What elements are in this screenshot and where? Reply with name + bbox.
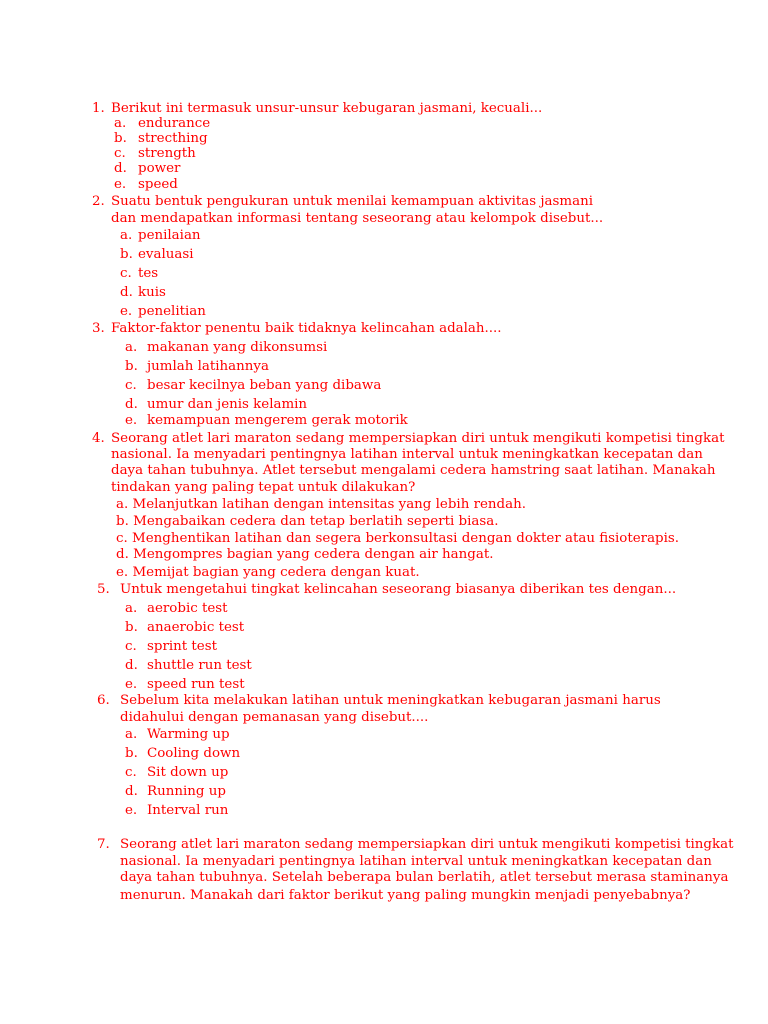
option-text: aerobic test — [147, 601, 228, 616]
option-text: strecthing — [138, 131, 208, 146]
question-text-line: Sebelum kita melakukan latihan untuk meningkatkan kebugaran jasmani harus — [120, 693, 661, 708]
option-text: Sit down up — [147, 765, 229, 780]
answer-option — [116, 531, 679, 547]
option-letter: b. — [125, 359, 138, 374]
option-letter: d. — [116, 547, 129, 562]
question-number: 3. — [92, 321, 105, 336]
question-number: 2. — [92, 194, 105, 209]
option-letter: d. — [114, 161, 127, 176]
question-number: 4. — [92, 431, 105, 446]
option-text: strength — [138, 146, 196, 161]
option-letter: c. — [125, 378, 137, 393]
option-text: umur dan jenis kelamin — [147, 397, 308, 412]
option-text: besar kecilnya beban yang dibawa — [147, 378, 382, 393]
option-text: tes — [138, 266, 159, 281]
question-text-line: daya tahan tubuhnya. Setelah beberapa bulan berlatih, atlet tersebut merasa staminanya — [120, 870, 729, 885]
option-text: power — [138, 161, 181, 176]
question-text-line: Untuk mengetahui tingkat kelincahan seseorang biasanya diberikan tes dengan... — [120, 582, 677, 597]
option-letter: e. — [125, 677, 138, 692]
option-letter: a. — [125, 340, 138, 355]
option-letter: d. — [120, 285, 133, 300]
option-letter: c. — [114, 146, 126, 161]
option-letter: b. — [125, 746, 138, 761]
question-text-line: didahului dengan pemanasan yang disebut.... — [120, 710, 429, 725]
option-text: shuttle run test — [147, 658, 252, 673]
question-number: 6. — [97, 693, 110, 708]
option-text: penelitian — [138, 304, 206, 319]
option-text: speed run test — [147, 677, 245, 692]
option-letter: b. — [114, 131, 127, 146]
option-text: Warming up — [147, 727, 230, 742]
option-text: Melanjutkan latihan dengan intensitas yang lebih rendah. — [132, 497, 526, 512]
option-text: penilaian — [138, 228, 201, 243]
option-text: Menghentikan latihan dan segera berkonsultasi dengan dokter atau fisioterapis. — [132, 531, 680, 546]
question-text-line: Faktor-faktor penentu baik tidaknya kelincahan adalah.... — [111, 321, 502, 336]
question-text-line: nasional. Ia menyadari pentingnya latihan interval untuk meningkatkan kecepatan dan — [111, 447, 703, 462]
option-text: Interval run — [147, 803, 229, 818]
option-letter: e. — [125, 803, 138, 818]
option-text: Mengompres bagian yang cedera dengan air hangat. — [133, 547, 494, 562]
question-text-line: Seorang atlet lari maraton sedang mempersiapkan diri untuk mengikuti kompetisi tingkat — [111, 431, 725, 446]
option-text: Cooling down — [147, 746, 241, 761]
option-letter: e. — [120, 304, 133, 319]
option-letter: e. — [125, 413, 138, 428]
answer-option — [116, 547, 493, 563]
answer-option — [116, 514, 499, 530]
option-letter: c. — [116, 531, 128, 546]
question-number: 1. — [92, 101, 105, 116]
option-letter: e. — [114, 177, 127, 192]
option-letter: c. — [120, 266, 132, 281]
question-number: 5. — [97, 582, 110, 597]
question-text-line: tindakan yang paling tepat untuk dilakukan? — [111, 480, 416, 495]
option-letter: b. — [125, 620, 138, 635]
option-text: jumlah latihannya — [147, 359, 269, 374]
question-text-line: daya tahan tubuhnya. Atlet tersebut mengalami cedera hamstring saat latihan. Manakah — [111, 463, 716, 478]
option-letter: a. — [114, 116, 127, 131]
option-letter: d. — [125, 397, 138, 412]
option-text: makanan yang dikonsumsi — [147, 340, 328, 355]
option-text: kemampuan mengerem gerak motorik — [147, 413, 408, 428]
option-letter: a. — [116, 497, 129, 512]
option-text: Mengabaikan cedera dan tetap berlatih seperti biasa. — [133, 514, 499, 529]
option-letter: b. — [120, 247, 133, 262]
option-letter: a. — [125, 601, 138, 616]
option-letter: d. — [125, 658, 138, 673]
option-text: Memijat bagian yang cedera dengan kuat. — [132, 565, 420, 580]
question-text-line: Suatu bentuk pengukuran untuk menilai kemampuan aktivitas jasmani — [111, 194, 593, 209]
option-text: Running up — [147, 784, 226, 799]
option-letter: d. — [125, 784, 138, 799]
option-text: endurance — [138, 116, 211, 131]
option-letter: a. — [120, 228, 133, 243]
answer-option — [116, 497, 526, 513]
option-text: kuis — [138, 285, 166, 300]
question-text-line: Berikut ini termasuk unsur-unsur kebugaran jasmani, kecuali... — [111, 101, 543, 116]
question-text-line: menurun. Manakah dari faktor berikut yang paling mungkin menjadi penyebabnya? — [120, 888, 691, 903]
question-number: 7. — [97, 837, 110, 852]
option-text: sprint test — [147, 639, 217, 654]
option-letter: c. — [125, 639, 137, 654]
option-letter: b. — [116, 514, 129, 529]
option-text: speed — [138, 177, 178, 192]
option-letter: a. — [125, 727, 138, 742]
option-letter: c. — [125, 765, 137, 780]
option-letter: e. — [116, 565, 129, 580]
option-text: anaerobic test — [147, 620, 245, 635]
question-text-line: dan mendapatkan informasi tentang seseorang atau kelompok disebut... — [111, 211, 604, 226]
question-text-line: nasional. Ia menyadari pentingnya latihan interval untuk meningkatkan kecepatan dan — [120, 854, 712, 869]
question-text-line: Seorang atlet lari maraton sedang mempersiapkan diri untuk mengikuti kompetisi tingkat — [120, 837, 734, 852]
answer-option — [116, 565, 420, 581]
option-text: evaluasi — [138, 247, 194, 262]
